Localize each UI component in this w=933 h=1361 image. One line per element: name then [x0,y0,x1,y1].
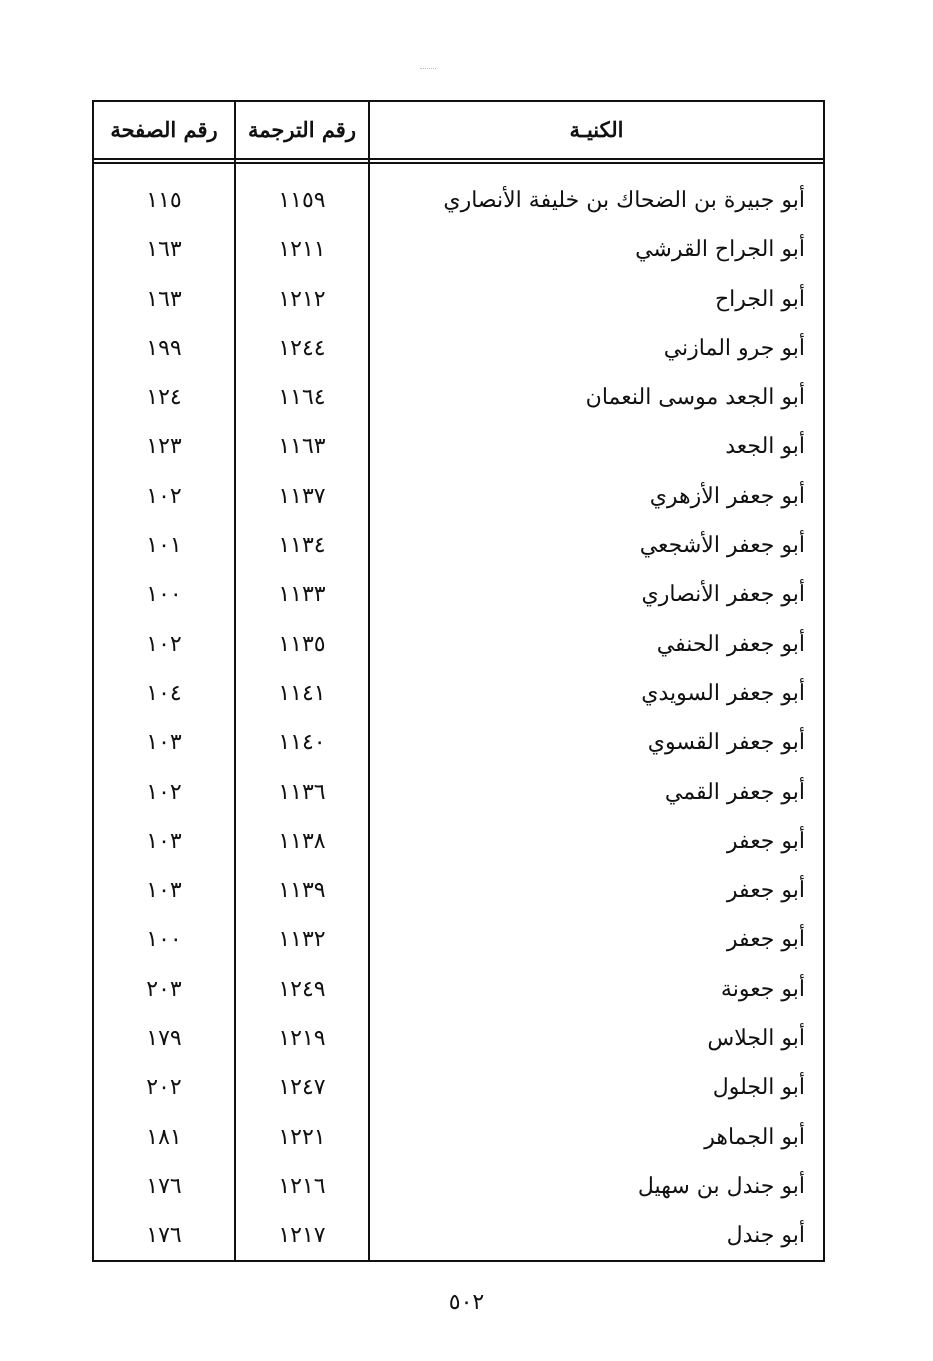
page-number-cell: ١٩٩ [146,335,182,361]
kunya-cell: أبو جعفر الأنصاري [641,582,805,608]
kunya-cell: أبو جرو المازني [663,335,805,361]
page-number-cell: ١١٥ [146,188,182,213]
page-number-cell: ١٠٣ [146,730,182,756]
kunya-cell: أبو الجراح القرشي [635,237,805,263]
translation-number-cell: ١٢١٩ [278,1026,326,1052]
header-double-rule [94,162,823,164]
table-row [94,225,823,274]
table-row [94,965,823,1014]
page-number-cell: ٢٠٢ [146,1075,182,1101]
table-row [94,1162,823,1211]
translation-number-cell: ١١٣٢ [278,927,326,953]
page-number-cell: ١٧٦ [146,1223,182,1249]
page-number-cell: ١٠٢ [146,779,182,805]
translation-number-cell: ١٢٤٤ [278,335,326,361]
table-row [94,1063,823,1112]
table-row [94,373,823,422]
kunya-cell: أبو جعفر الأزهري [649,483,805,509]
kunya-index-table [92,100,825,1262]
table-row [94,866,823,915]
kunya-cell: أبو جبيرة بن الضحاك بن خليفة الأنصاري [443,188,805,213]
kunya-cell: أبو الجلول [712,1075,805,1101]
page-number-cell: ١٠٤ [146,680,182,706]
kunya-cell: أبو جعونة [720,976,805,1002]
kunya-cell: أبو جعفر الحنفي [656,631,805,657]
page-number-cell: ١٢٤ [146,385,182,411]
page-number-cell: ٢٠٣ [146,976,182,1002]
page-number-cell: ١٠٢ [146,483,182,509]
table-row [94,422,823,471]
kunya-cell: أبو الجماهر [704,1124,805,1150]
table-row [94,915,823,964]
page-number-cell: ١٠٢ [146,631,182,657]
kunya-cell: أبو جعفر [726,828,805,854]
translation-number-cell: ١٢٤٩ [278,976,326,1002]
kunya-cell: أبو جعفر السويدي [641,680,805,706]
table-row [94,768,823,817]
page-number-cell: ١٠١ [146,533,182,559]
translation-number-cell: ١١٣٣ [278,582,326,608]
table-row [94,817,823,866]
table-row [94,176,823,225]
translation-number-cell: ١٢١٦ [278,1173,326,1199]
translation-number-cell: ١٢١٧ [278,1223,326,1249]
page-number: ٥٠٢ [448,1290,485,1315]
translation-number-cell: ١٢١١ [278,237,326,263]
header-page-number: رقم الصفحة [110,117,218,142]
page-number-cell: ١٠٠ [146,927,182,953]
page-number-cell: ١٠٠ [146,582,182,608]
table-row [94,669,823,718]
translation-number-cell: ١٢٢١ [278,1124,326,1150]
translation-number-cell: ١١٤١ [278,680,326,706]
table-row [94,275,823,324]
page-number-cell: ١٦٣ [146,286,182,312]
table-row [94,1113,823,1162]
translation-number-cell: ١١٣٩ [278,878,326,904]
translation-number-cell: ١١٣٧ [278,483,326,509]
kunya-cell: أبو جعفر الأشجعي [639,533,805,559]
kunya-cell: أبو جندل [726,1223,805,1249]
table-row [94,1014,823,1063]
table-row [94,521,823,570]
page-number-cell: ١٠٣ [146,878,182,904]
header-kunya: الكنيـة [569,117,624,142]
translation-number-cell: ١١٣٦ [278,779,326,805]
page-number-cell: ١٢٣ [146,434,182,460]
table-header [94,102,823,160]
table-body [94,176,823,1261]
kunya-cell: أبو الجعد موسى النعمان [585,385,805,411]
translation-number-cell: ١١٥٩ [278,188,326,213]
table-row [94,324,823,373]
translation-number-cell: ١٢١٢ [278,286,326,312]
kunya-cell: أبو جعفر [726,878,805,904]
translation-number-cell: ١١٣٥ [278,631,326,657]
page-number-cell: ١٨١ [146,1124,182,1150]
page-number-cell: ١٦٣ [146,237,182,263]
translation-number-cell: ١٢٤٧ [278,1075,326,1101]
page-number-cell: ١٧٦ [146,1173,182,1199]
kunya-cell: أبو الجراح [714,286,805,312]
table-row [94,1211,823,1260]
kunya-cell: أبو جعفر [726,927,805,953]
kunya-cell: أبو جندل بن سهيل [637,1173,805,1199]
kunya-cell: أبو الجلاس [707,1026,805,1052]
table-row [94,620,823,669]
page-number-cell: ١٧٩ [146,1026,182,1052]
translation-number-cell: ١١٣٤ [278,533,326,559]
page-top-mark [420,68,436,70]
translation-number-cell: ١١٤٠ [278,730,326,756]
kunya-cell: أبو جعفر القمي [664,779,805,805]
table-row [94,472,823,521]
header-translation-number: رقم الترجمة [247,117,356,142]
table-row [94,718,823,767]
kunya-cell: أبو الجعد [725,434,805,460]
page-number-cell: ١٠٣ [146,828,182,854]
translation-number-cell: ١١٦٤ [278,385,326,411]
translation-number-cell: ١١٦٣ [278,434,326,460]
translation-number-cell: ١١٣٨ [278,828,326,854]
table-row [94,570,823,619]
kunya-cell: أبو جعفر القسوي [647,730,805,756]
